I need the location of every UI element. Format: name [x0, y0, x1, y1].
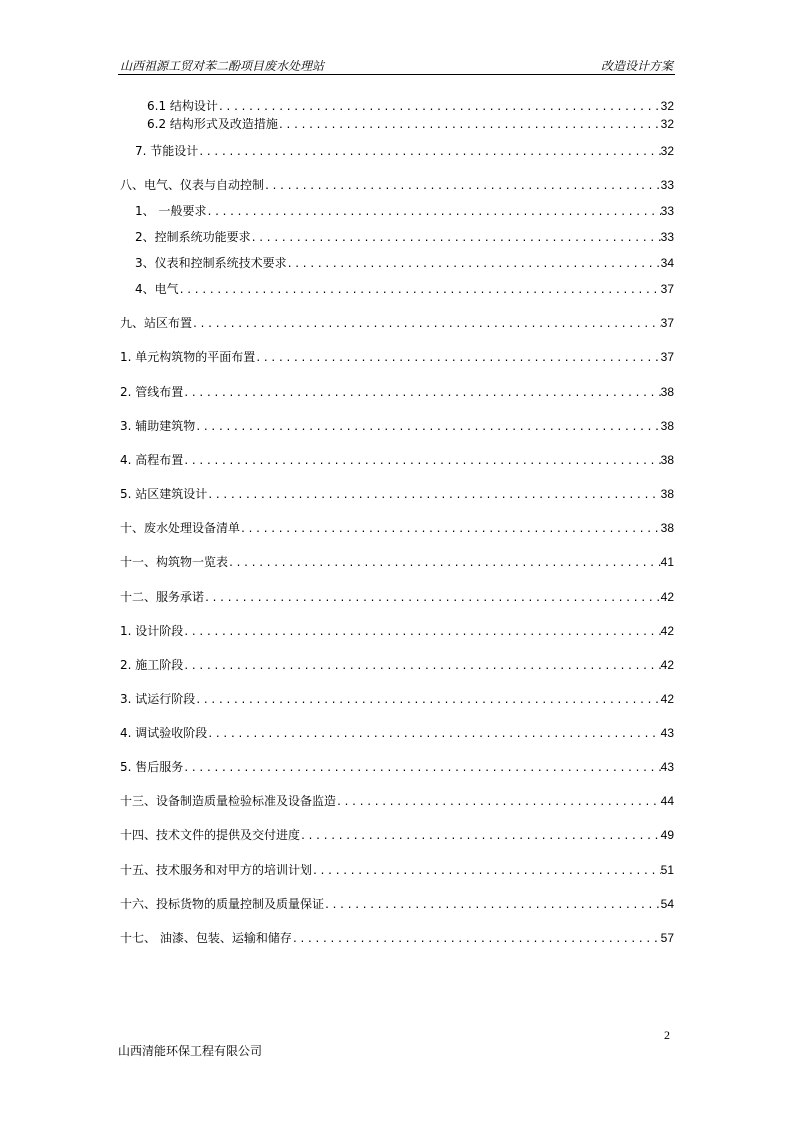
toc-dot-leader	[300, 828, 661, 846]
toc-entry[interactable]	[120, 588, 674, 606]
toc-entry[interactable]	[120, 861, 674, 879]
toc-dot-leader	[287, 256, 661, 274]
toc-entry-label: 十二、服务承诺	[120, 590, 205, 604]
toc-entry[interactable]	[135, 280, 674, 298]
toc-entry[interactable]	[120, 758, 674, 776]
toc-entry-page: 38	[660, 385, 674, 399]
toc-entry[interactable]	[120, 690, 674, 708]
toc-entry[interactable]	[120, 383, 674, 401]
toc-entry[interactable]	[120, 451, 674, 469]
toc-dot-leader	[251, 230, 661, 248]
toc-dot-leader	[204, 590, 661, 608]
toc-entry-page: 43	[660, 726, 674, 740]
toc-entry-page: 34	[660, 256, 674, 270]
toc-entry-page: 51	[660, 863, 674, 877]
toc-entry[interactable]	[120, 826, 674, 844]
toc-entry-label: 6.2 结构形式及改造措施	[147, 117, 278, 131]
toc-entry[interactable]	[120, 792, 674, 810]
toc-entry-label: 十五、技术服务和对甲方的培训计划	[120, 863, 313, 877]
toc-entry-page: 32	[660, 117, 674, 131]
toc-entry-label: 5. 售后服务	[120, 760, 184, 774]
toc-entry-label: 十七、 油漆、包装、运输和储存	[120, 931, 292, 945]
toc-entry-label: 2. 管线布置	[120, 385, 184, 399]
toc-entry[interactable]	[120, 314, 674, 332]
toc-dot-leader	[207, 487, 660, 505]
toc-entry[interactable]	[135, 254, 674, 272]
toc-entry-label: 3. 试运行阶段	[120, 692, 196, 706]
toc-entry-label: 4. 高程布置	[120, 453, 184, 467]
toc-entry-label: 2、控制系统功能要求	[135, 230, 251, 244]
header-project-title: 山西祖源工贸对苯二酚项目废水处理站	[120, 59, 325, 73]
toc-entry[interactable]	[120, 176, 674, 194]
toc-dot-leader	[183, 385, 660, 403]
toc-entry-page: 38	[660, 453, 674, 467]
toc-entry[interactable]	[120, 724, 674, 742]
toc-entry-label: 3. 辅助建筑物	[120, 419, 196, 433]
toc-entry[interactable]	[147, 115, 674, 133]
toc-entry-page: 54	[660, 897, 674, 911]
toc-dot-leader	[264, 178, 661, 196]
toc-entry-label: 1. 单元构筑物的平面布置	[120, 350, 256, 364]
toc-dot-leader	[192, 316, 661, 334]
toc-entry-label: 九、站区布置	[120, 316, 193, 330]
toc-entry-label: 十一、构筑物一览表	[120, 555, 229, 569]
toc-entry[interactable]	[147, 97, 674, 115]
toc-entry-page: 37	[660, 350, 674, 364]
toc-entry-page: 32	[660, 144, 674, 158]
toc-entry-page: 37	[660, 316, 674, 330]
toc-entry-page: 37	[660, 282, 674, 296]
toc-entry-label: 2. 施工阶段	[120, 658, 184, 672]
footer-company-name: 山西清能环保工程有限公司	[118, 1044, 263, 1058]
toc-dot-leader	[183, 658, 660, 676]
toc-entry-label: 4. 调试验收阶段	[120, 726, 208, 740]
toc-entry-page: 42	[660, 692, 674, 706]
toc-entry[interactable]	[120, 485, 674, 503]
toc-dot-leader	[324, 897, 661, 915]
page-number: 2	[664, 1028, 670, 1042]
toc-entry[interactable]	[135, 202, 674, 220]
toc-entry[interactable]	[120, 348, 674, 366]
toc-dot-leader	[240, 521, 661, 539]
toc-dot-leader	[278, 117, 661, 135]
toc-dot-leader	[179, 282, 661, 300]
toc-dot-leader	[228, 555, 661, 573]
toc-dot-leader	[255, 350, 660, 368]
toc-entry[interactable]	[120, 622, 674, 640]
toc-entry-page: 42	[660, 658, 674, 672]
toc-entry-page: 32	[660, 99, 674, 113]
toc-entry-page: 33	[660, 230, 674, 244]
toc-dot-leader	[312, 863, 661, 881]
toc-dot-leader	[336, 794, 661, 812]
toc-entry-page: 43	[660, 760, 674, 774]
toc-entry-page: 42	[660, 590, 674, 604]
toc-dot-leader	[183, 624, 660, 642]
toc-entry-label: 十六、投标货物的质量控制及质量保证	[120, 897, 325, 911]
toc-entry-label: 1. 设计阶段	[120, 624, 184, 638]
toc-entry-label: 十三、设备制造质量检验标准及设备监造	[120, 794, 337, 808]
toc-dot-leader	[292, 931, 661, 949]
toc-entry-page: 44	[660, 794, 674, 808]
toc-entry-page: 38	[660, 487, 674, 501]
toc-dot-leader	[206, 204, 660, 222]
toc-dot-leader	[195, 692, 660, 710]
toc-entry-page: 33	[660, 178, 674, 192]
toc-entry-page: 42	[660, 624, 674, 638]
toc-dot-leader	[195, 419, 660, 437]
toc-entry-label: 5. 站区建筑设计	[120, 487, 208, 501]
toc-entry-label: 十、废水处理设备清单	[120, 521, 241, 535]
toc-entry-label: 6.1 结构设计	[147, 99, 218, 113]
toc-dot-leader	[207, 726, 660, 744]
header-doc-type: 改造设计方案	[600, 59, 673, 73]
toc-entry-label: 7. 节能设计	[135, 144, 199, 158]
toc-entry-page: 38	[660, 521, 674, 535]
toc-entry-page: 49	[660, 828, 674, 842]
toc-entry[interactable]	[120, 656, 674, 674]
toc-entry-label: 1、 一般要求	[135, 204, 207, 218]
toc-entry-page: 57	[660, 931, 674, 945]
toc-dot-leader	[198, 144, 660, 162]
toc-entry-page: 41	[660, 555, 674, 569]
toc-entry-label: 八、电气、仪表与自动控制	[120, 178, 265, 192]
toc-entry[interactable]	[120, 417, 674, 435]
toc-entry-label: 3、仪表和控制系统技术要求	[135, 256, 287, 270]
page-header	[118, 56, 675, 75]
toc-entry[interactable]	[120, 519, 674, 537]
toc-entry[interactable]	[120, 553, 674, 571]
toc-dot-leader	[183, 453, 660, 471]
toc-entry[interactable]	[120, 895, 674, 913]
toc-entry-page: 33	[660, 204, 674, 218]
toc-entry-label: 十四、技术文件的提供及交付进度	[120, 828, 301, 842]
toc-dot-leader	[183, 760, 660, 778]
toc-entry[interactable]	[135, 228, 674, 246]
toc-entry-label: 4、电气	[135, 282, 179, 296]
toc-entry[interactable]	[120, 929, 674, 947]
toc-entry-page: 38	[660, 419, 674, 433]
toc-entry[interactable]	[135, 142, 674, 160]
